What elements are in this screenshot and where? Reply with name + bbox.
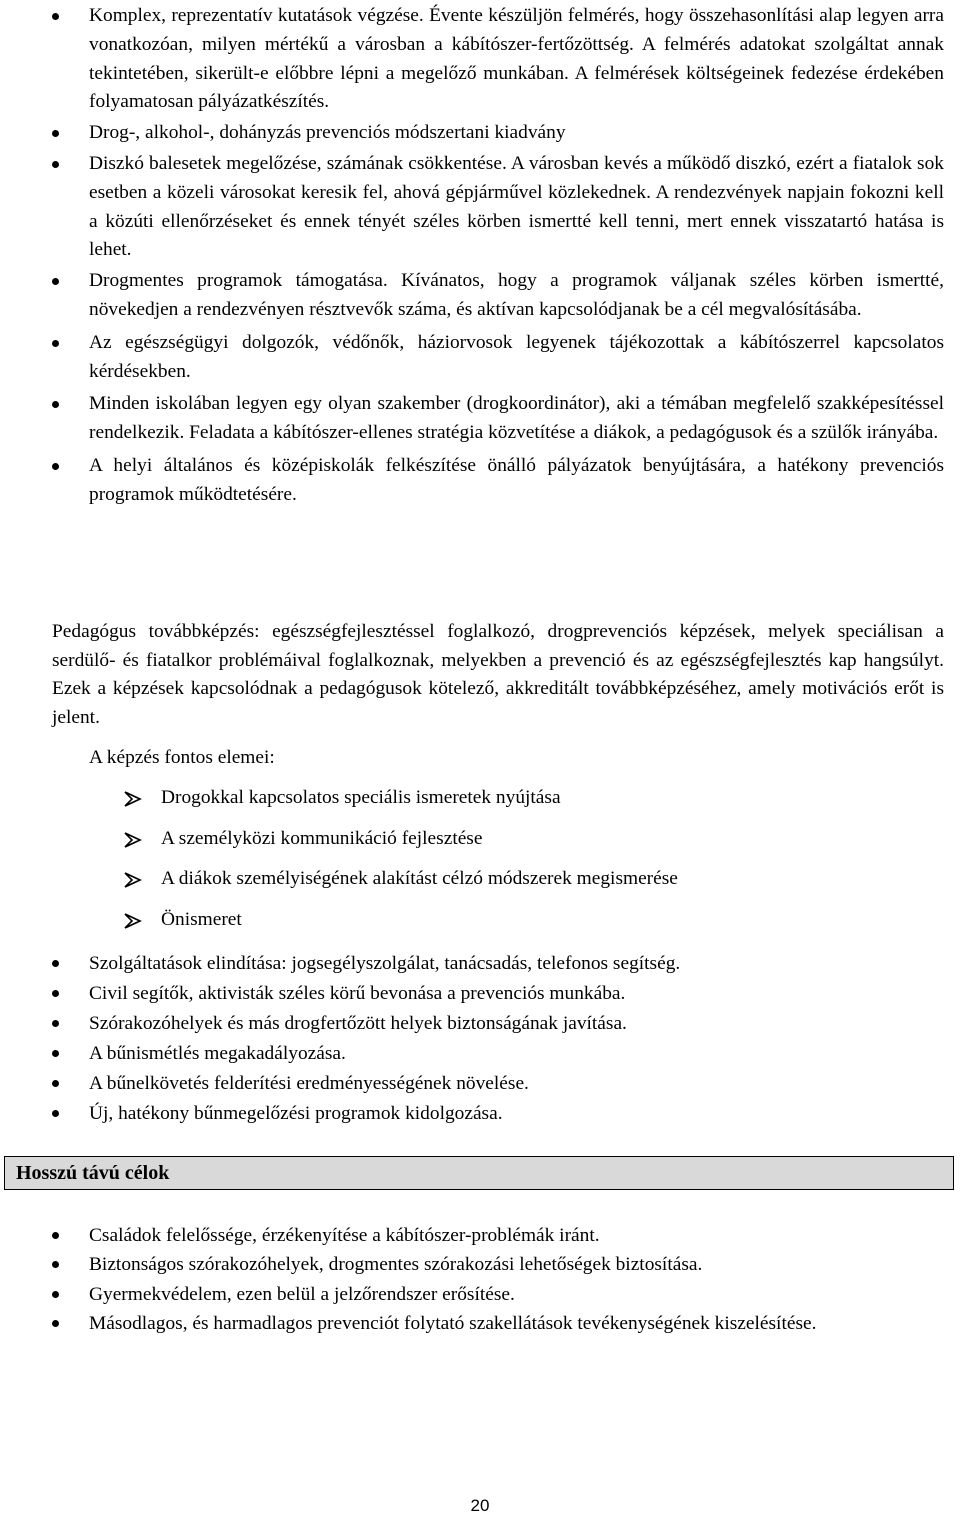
services-list (0, 949, 960, 1129)
bullet-icon (52, 161, 59, 168)
list-item: Szórakozóhelyek és más drogfertőzött helyek biztonságának javítása. (0, 1009, 960, 1039)
bullet-icon (52, 463, 59, 470)
list-item: Civil segítők, aktivisták széles körű bevonása a prevenciós munkába. (0, 979, 960, 1009)
list-item: Szolgáltatások elindítása: jogsegélyszolgálat, tanácsadás, telefonos segítség. (0, 949, 960, 979)
measures-list (0, 2, 960, 510)
list-item: Önismeret (0, 906, 960, 947)
list-item: Új, hatékony bűnmegelőzési programok kidolgozása. (0, 1099, 960, 1129)
list-item: A bűnismétlés megakadályozása. (0, 1039, 960, 1069)
bullet-icon (52, 1320, 59, 1327)
bullet-icon (52, 130, 59, 137)
list-item: Drogokkal kapcsolatos speciális ismeretek nyújtása (0, 784, 960, 825)
list-item: A személyközi kommunikáció fejlesztése (0, 825, 960, 866)
list-item: Családok felelőssége, érzékenyítése a kábítószer-problémák iránt. (0, 1221, 960, 1250)
list-item: A bűnelkövetés felderítési eredményességének növelése. (0, 1069, 960, 1099)
list-item: Minden iskolában legyen egy olyan szakember (drogkoordinátor), aki a témában megfelelő szakképesítéssel rendelkezik. Feladata a kábítószer-ellenes stratégia közvetítése a diákok, a pedagógusok és a szülők irányába. (0, 390, 960, 448)
arrow-bullet-icon (124, 832, 142, 848)
list-item: A helyi általános és középiskolák felkészítése önálló pályázatok benyújtására, a hatékony prevenciós programok működtetésére. (0, 452, 960, 510)
training-elements-heading: A képzés fontos elemei: (89, 747, 275, 768)
list-item: Komplex, reprezentatív kutatások végzése. Évente készüljön felmérés, hogy összehasonlítási alap legyen arra vonatkozóan, milyen mértékű a városban a kábítószer-fertőzöttség. A felmérés adatokat szolgáltat annak tekintetében, sikerült-e előbbre lépni a megelőző munkában. A felmérések költségeinek fedezése érdekében folyamatosan pályázatkészítés. (0, 2, 960, 117)
list-item: Az egészségügyi dolgozók, védőnők, háziorvosok legyenek tájékozottak a kábítószerrel kapcsolatos kérdésekben. (0, 329, 960, 387)
bullet-icon (52, 13, 59, 20)
list-item: Biztonságos szórakozóhelyek, drogmentes szórakozási lehetőségek biztosítása. (0, 1250, 960, 1279)
bullet-icon (52, 278, 59, 285)
list-item: Diszkó balesetek megelőzése, számának csökkentése. A városban kevés a működő diszkó, ezért a fiatalok sok esetben a közeli városokat keresik fel, ahová gépjárművel közlekednek. A rendezvények napjain fokozni kell a közúti ellenőrzéseket és ennek tényét széles körben ismertté kell tenni, mert ennek visszatartó hatása is lehet. (0, 150, 960, 265)
long-term-goals-list (0, 1221, 960, 1339)
arrow-bullet-icon (124, 791, 142, 807)
bullet-icon (52, 340, 59, 347)
bullet-icon (52, 1291, 59, 1298)
bullet-icon (52, 1050, 59, 1057)
bullet-icon (52, 990, 59, 997)
training-elements-list (0, 784, 960, 946)
bullet-icon (52, 1020, 59, 1027)
bullet-icon (52, 1080, 59, 1087)
bullet-icon (52, 1110, 59, 1117)
arrow-bullet-icon (124, 913, 142, 929)
list-item: Másodlagos, és harmadlagos prevenciót folytató szakellátások tevékenységének kiszelésítése. (0, 1309, 960, 1338)
bullet-icon (52, 1232, 59, 1239)
bullet-icon (52, 960, 59, 967)
page-number: 20 (470, 1496, 490, 1515)
section-heading: Hosszú távú célok (4, 1156, 954, 1190)
teacher-training-paragraph: Pedagógus továbbképzés: egészségfejlesztéssel foglalkozó, drogprevenciós képzések, melyek speciálisan a serdülő- és fiatalkor problémáival foglalkoznak, melyekben a prevenció és az egészségfejlesztés kap hangsúlyt. Ezek a képzések kapcsolódnak a pedagógusok kötelező, akkreditált továbbképzéséhez, amely motivációs erőt is jelent. (52, 621, 944, 728)
bullet-icon (52, 1261, 59, 1268)
list-item: Gyermekvédelem, ezen belül a jelzőrendszer erősítése. (0, 1280, 960, 1309)
arrow-bullet-icon (124, 872, 142, 888)
list-item: A diákok személyiségének alakítást célzó módszerek megismerése (0, 865, 960, 906)
list-item: Drogmentes programok támogatása. Kívánatos, hogy a programok váljanak széles körben ismertté, növekedjen a rendezvényen résztvevők száma, és aktívan kapcsolódjanak be a cél megvalósításába. (0, 267, 960, 325)
bullet-icon (52, 401, 59, 408)
list-item: Drog-, alkohol-, dohányzás prevenciós módszertani kiadvány (0, 119, 960, 148)
